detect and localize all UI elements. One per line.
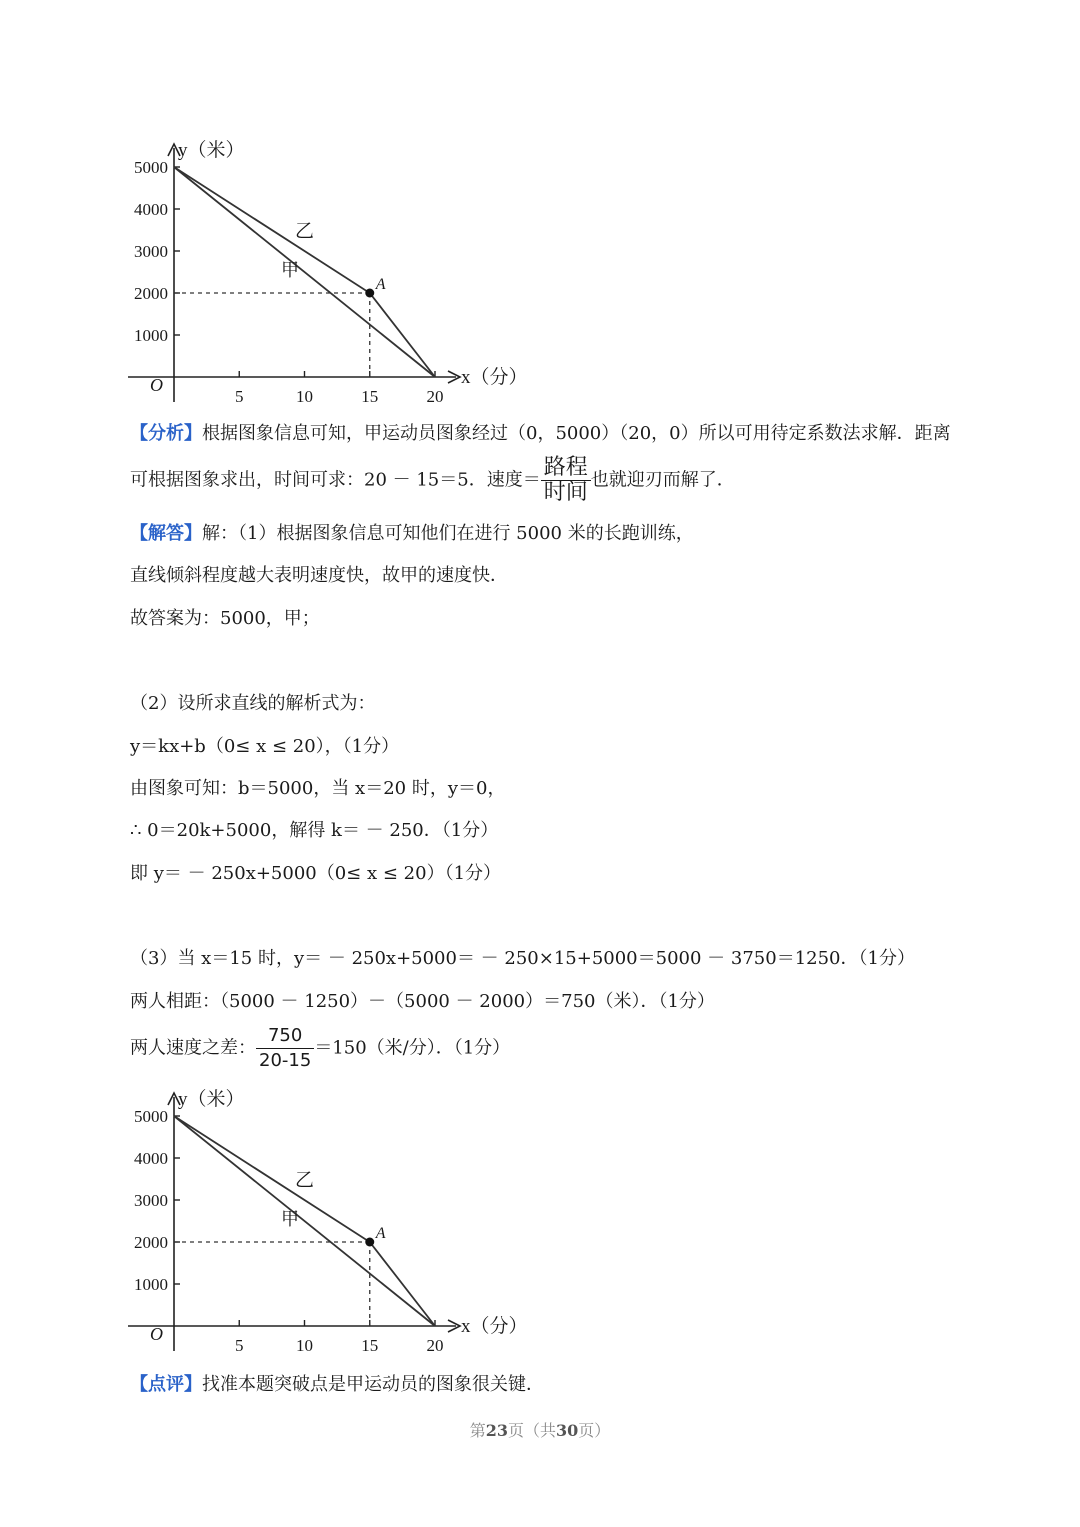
analysis-line-2 bbox=[130, 456, 735, 505]
point-a-marker bbox=[365, 289, 374, 298]
footer-total-pages: 30 bbox=[556, 1421, 579, 1440]
x-tick-label: 10 bbox=[296, 1336, 313, 1355]
y-tick-label: 3000 bbox=[134, 1191, 168, 1210]
point-a-label: A bbox=[375, 276, 386, 293]
y-axis-label: y（米） bbox=[178, 140, 245, 161]
footer-pre: 第 bbox=[469, 1421, 486, 1440]
x-axis-label: x（分） bbox=[461, 367, 528, 388]
part2-line-2: y＝kx+b（0≤ x ≤ 20），（1分） bbox=[130, 736, 400, 757]
part3-line-3 bbox=[130, 1024, 510, 1073]
distance-time-chart-2 bbox=[120, 1081, 540, 1361]
series-label-yi: 乙 bbox=[295, 1170, 315, 1191]
part3-text-pre: 两人速度之差： bbox=[130, 1037, 256, 1059]
fraction-numerator: 路程 bbox=[541, 456, 591, 481]
answer-tag: 【解答】 bbox=[130, 523, 202, 544]
fraction-denominator: 20-15 bbox=[259, 1050, 312, 1071]
speed-diff-fraction bbox=[256, 1024, 314, 1073]
fraction-denominator: 时间 bbox=[543, 480, 588, 505]
analysis-tag: 【分析】 bbox=[130, 423, 202, 444]
answer-line-2: 直线倾斜程度越大表明速度快，故甲的速度快． bbox=[130, 565, 508, 586]
part3-text-post: ＝150（米/分）．（1分） bbox=[314, 1037, 511, 1059]
x-axis-label: x（分） bbox=[461, 1316, 528, 1337]
chart-svg-1 bbox=[120, 132, 540, 412]
page-footer bbox=[0, 1418, 1080, 1441]
y-tick-label: 5000 bbox=[134, 158, 168, 177]
part2-line-4: ∴ 0＝20k+5000，解得 k＝ － 250．（1分） bbox=[130, 820, 499, 841]
point-a-marker bbox=[365, 1238, 374, 1247]
x-tick-label: 15 bbox=[361, 1336, 379, 1355]
part2-line-1: （2）设所求直线的解析式为： bbox=[130, 693, 376, 714]
analysis-text-1: 根据图象信息可知，甲运动员图象经过（0，5000）（20，0）所以可用待定系数法求解．距离 bbox=[202, 423, 951, 444]
y-tick-label: 2000 bbox=[134, 1233, 168, 1252]
answer-line-3: 故答案为：5000，甲； bbox=[130, 608, 320, 629]
review-tag: 【点评】 bbox=[130, 1374, 202, 1395]
answer-text-1: 解：（1）根据图象信息可知他们在进行 5000 米的长跑训练， bbox=[202, 523, 694, 544]
y-tick-label: 1000 bbox=[134, 1275, 168, 1294]
review-line bbox=[130, 1373, 544, 1397]
x-tick-label: 5 bbox=[235, 387, 244, 406]
footer-mid: 页（共 bbox=[507, 1421, 556, 1440]
y-tick-label: 2000 bbox=[134, 284, 168, 303]
y-tick-label: 5000 bbox=[134, 1107, 168, 1126]
y-tick-label: 4000 bbox=[134, 200, 168, 219]
y-axis-label: y（米） bbox=[178, 1089, 245, 1110]
origin-label: O bbox=[150, 375, 163, 395]
distance-time-chart-1 bbox=[120, 132, 540, 412]
part2-line-5: 即 y＝ － 250x+5000（0≤ x ≤ 20）（1分） bbox=[130, 863, 502, 884]
analysis-text-2: 可根据图象求出，时间可求：20 － 15＝5．速度＝ bbox=[130, 469, 541, 491]
footer-page-number: 23 bbox=[485, 1421, 508, 1440]
x-tick-label: 5 bbox=[235, 1336, 244, 1355]
fraction-numerator: 750 bbox=[256, 1024, 314, 1049]
series-line-jia bbox=[174, 167, 435, 377]
footer-post: 页） bbox=[578, 1421, 611, 1440]
analysis-line-1 bbox=[130, 422, 951, 446]
origin-label: O bbox=[150, 1324, 163, 1344]
series-label-yi: 乙 bbox=[295, 221, 315, 242]
y-tick-label: 3000 bbox=[134, 242, 168, 261]
review-text: 找准本题突破点是甲运动员的图象很关键． bbox=[202, 1374, 544, 1395]
point-a-label: A bbox=[375, 1225, 386, 1242]
part2-line-3: 由图象可知：b＝5000，当 x＝20 时，y＝0， bbox=[130, 778, 506, 799]
x-tick-label: 10 bbox=[296, 387, 313, 406]
part3-line-1: （3）当 x＝15 时，y＝ － 250x+5000＝ － 250×15+5000＝5000 － 3750＝1250．（1分） bbox=[130, 948, 915, 969]
series-line-jia bbox=[174, 1116, 435, 1326]
x-tick-label: 15 bbox=[361, 387, 379, 406]
series-label-jia: 甲 bbox=[281, 260, 299, 280]
x-tick-label: 20 bbox=[426, 387, 444, 406]
part3-line-2: 两人相距：（5000 － 1250）－（5000 － 2000）＝750（米）．（1分） bbox=[130, 991, 715, 1012]
y-tick-label: 4000 bbox=[134, 1149, 168, 1168]
answer-line-1 bbox=[130, 522, 694, 546]
analysis-text-3: 也就迎刃而解了． bbox=[590, 469, 735, 491]
y-tick-label: 1000 bbox=[134, 326, 168, 345]
speed-fraction bbox=[541, 456, 591, 505]
chart-svg-2 bbox=[120, 1081, 540, 1361]
x-tick-label: 20 bbox=[426, 1336, 444, 1355]
series-label-jia: 甲 bbox=[281, 1209, 299, 1229]
